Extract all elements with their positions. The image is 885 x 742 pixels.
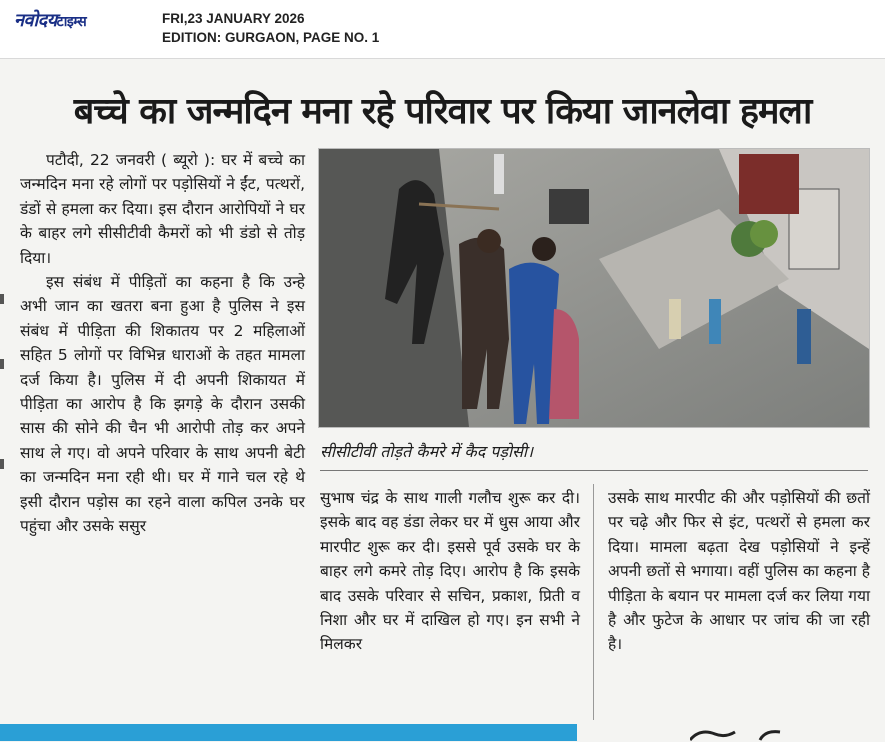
caption-divider: [320, 470, 868, 471]
cctv-photo: [318, 148, 870, 428]
logo-main-text: नवोदय: [14, 10, 57, 31]
column-divider: [593, 484, 594, 720]
cctv-photo-image: [319, 149, 869, 427]
next-article-banner: [0, 724, 577, 741]
article-paragraph: इस संबंध में पीड़ितों का कहना है कि उन्हे अभी जान का खतरा बना हुआ है पुलिस ने इस संबंध में पीड़िता की शिकातय पर 2 महिलाओं सहित 5 लोगों पर विभिन्न धाराओं के तहत मामला दर्ज किया है। पुलिस में दी अपनी शिकायत में पीड़िता का आरोप है कि झगड़े के दौरान उसकी सास की सोने की चैन भी आरोपी तोड़ कर अपने साथ ले गए। वो अपने परिवार के साथ अपनी बेटी का जन्मदिन मना रही थी। घर में गाने चल रहे थे इसी दौरान पड़ोस का रहने वाला कपिल उनके घर पहुंचा और उसके ससुर: [20, 273, 305, 536]
margin-mark: [0, 359, 4, 369]
article-column-2: [320, 486, 580, 657]
next-article-fragment: [690, 726, 810, 741]
article-column-1: [20, 148, 305, 539]
article-paragraph: उसके साथ मारपीट की और पड़ोसियों की छतों पर चढ़े और फिर से इंट, पत्थरों से हमला कर दिया। मामला बढ़ता देख पड़ोसियों ने इन्हें अपनी छतों से भगाया। वहीं पुलिस का कहना है पीड़िता के बयान पर मामला दर्ज कर लिया गया है और फुटेज के आधार पर जांच की जा रही है।: [608, 489, 870, 654]
edition-info: [162, 9, 379, 47]
margin-mark: [0, 294, 4, 304]
photo-caption: सीसीटीवी तोड़ते कैमरे में कैद पड़ोसी।: [320, 442, 534, 461]
article-column-3: [608, 486, 870, 657]
logo-sub-text: टाइम्स: [56, 14, 87, 30]
newspaper-logo[interactable]: [14, 8, 86, 32]
article-paragraph: सुभाष चंद्र के साथ गाली गलौच शुरू कर दी। इसके बाद वह डंडा लेकर घर में धुस आया और मारपीट शुरू कर दी। इससे पूर्व उसके घर के बाहर लगे कमरे तोड़ दिए। आरोप है कि इसके बाद उसके परिवार से सचिन, प्रकाश, प्रिती व निशा और घर में दाखिल हो गए। इन सभी ने मिलकर: [320, 489, 580, 654]
margin-mark: [0, 459, 4, 469]
edition-line: EDITION: GURGAON, PAGE NO. 1: [162, 30, 380, 45]
article-paragraph: पटौदी, 22 जनवरी ( ब्यूरो ): घर में बच्चे का जन्मदिन मना रहे लोगों पर पड़ोसियों ने ईंट, पत्थरों, डंडों से हमला कर दिया। इस दौरान आरोपियों ने घर के बाहर लगे सीसीटीवी कैमरों को भी डंडो से तोड़ दिया।: [20, 151, 305, 267]
masthead-bar: [0, 0, 885, 56]
date-line: FRI,23 JANUARY 2026: [162, 11, 305, 26]
article-headline: बच्चे का जन्मदिन मना रहे परिवार पर किया जानलेवा हमला: [73, 91, 812, 132]
